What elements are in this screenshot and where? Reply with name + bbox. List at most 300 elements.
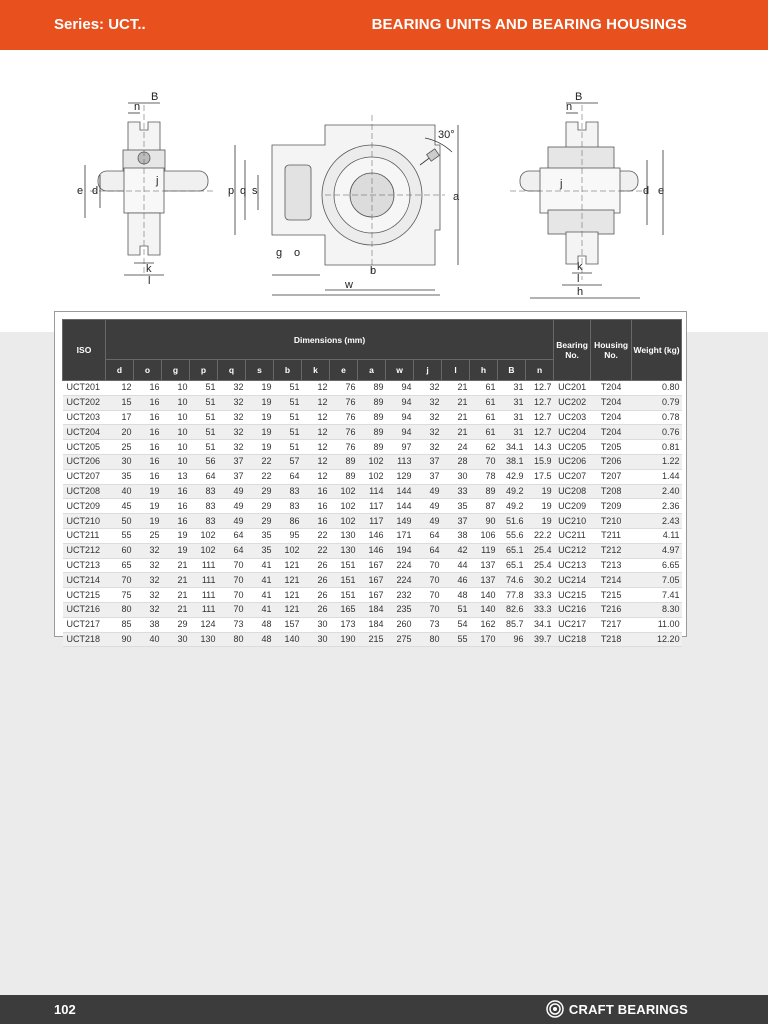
iso-cell: UCT216 bbox=[63, 602, 106, 617]
table-cell: 34.1 bbox=[526, 617, 554, 632]
table-cell: 22 bbox=[246, 469, 274, 484]
table-cell: 167 bbox=[358, 588, 386, 603]
table-cell: 32 bbox=[218, 425, 246, 440]
table-cell: 21 bbox=[162, 558, 190, 573]
table-cell: 16 bbox=[302, 514, 330, 529]
table-cell: 49.2 bbox=[498, 484, 526, 499]
table-cell: 0.78 bbox=[632, 410, 682, 425]
dim-label-j-left: j bbox=[156, 175, 159, 187]
table-cell: 83 bbox=[274, 499, 302, 514]
dim-label-q: q bbox=[240, 185, 247, 197]
part-number-cell: T213 bbox=[591, 558, 632, 573]
part-number-cell: UC210 bbox=[554, 514, 591, 529]
table-cell: 26 bbox=[302, 573, 330, 588]
table-cell: 21 bbox=[442, 381, 470, 396]
table-row bbox=[63, 395, 682, 410]
table-cell: 140 bbox=[274, 632, 302, 647]
table-cell: 95 bbox=[274, 528, 302, 543]
table-row bbox=[63, 617, 682, 632]
table-cell: 89 bbox=[358, 381, 386, 396]
table-cell: 4.97 bbox=[632, 543, 682, 558]
table-cell: 32 bbox=[414, 395, 442, 410]
table-cell: 12 bbox=[302, 395, 330, 410]
table-cell: 121 bbox=[274, 602, 302, 617]
table-cell: 16 bbox=[302, 484, 330, 499]
iso-cell: UCT211 bbox=[63, 528, 106, 543]
part-number-cell: T216 bbox=[591, 602, 632, 617]
dim-label-e-right: e bbox=[658, 185, 665, 197]
part-number-cell: T204 bbox=[591, 395, 632, 410]
table-cell: 32 bbox=[134, 543, 162, 558]
table-row bbox=[63, 514, 682, 529]
table-row bbox=[63, 573, 682, 588]
table-cell: 7.41 bbox=[632, 588, 682, 603]
table-cell: 32 bbox=[218, 381, 246, 396]
dim-label-l-right: l bbox=[577, 273, 580, 285]
table-cell: 12 bbox=[302, 469, 330, 484]
table-cell: 75 bbox=[106, 588, 134, 603]
dim-label-g: g bbox=[276, 247, 283, 259]
iso-cell: UCT206 bbox=[63, 454, 106, 469]
table-cell: 51 bbox=[190, 381, 218, 396]
table-cell: 117 bbox=[358, 514, 386, 529]
table-cell: 144 bbox=[386, 484, 414, 499]
bearing-logo-icon bbox=[546, 1000, 564, 1018]
table-row bbox=[63, 440, 682, 455]
dim-column-header: B bbox=[498, 360, 526, 381]
table-cell: 102 bbox=[358, 469, 386, 484]
table-cell: 61 bbox=[470, 395, 498, 410]
table-body bbox=[63, 381, 682, 647]
table-cell: 11.00 bbox=[632, 617, 682, 632]
dim-label-o: o bbox=[294, 247, 301, 259]
part-number-cell: UC205 bbox=[554, 440, 591, 455]
table-cell: 51 bbox=[274, 440, 302, 455]
part-number-cell: T214 bbox=[591, 573, 632, 588]
dim-column-header: n bbox=[526, 360, 554, 381]
table-cell: 8.30 bbox=[632, 602, 682, 617]
table-cell: 19 bbox=[162, 528, 190, 543]
header-weight: Weight (kg) bbox=[632, 320, 682, 381]
dim-label-k-right: k bbox=[577, 261, 583, 273]
table-cell: 13 bbox=[162, 469, 190, 484]
brand-logo bbox=[546, 1000, 688, 1018]
table-cell: 56 bbox=[190, 454, 218, 469]
table-cell: 130 bbox=[330, 543, 358, 558]
table-cell: 162 bbox=[470, 617, 498, 632]
part-number-cell: T207 bbox=[591, 469, 632, 484]
table-cell: 157 bbox=[274, 617, 302, 632]
table-cell: 83 bbox=[190, 499, 218, 514]
table-cell: 170 bbox=[470, 632, 498, 647]
dim-label-k-left: k bbox=[146, 263, 152, 275]
dim-column-header: a bbox=[358, 360, 386, 381]
dim-label-d-right: d bbox=[643, 185, 650, 197]
table-cell: 140 bbox=[470, 588, 498, 603]
part-number-cell: T208 bbox=[591, 484, 632, 499]
dim-label-n-right: n bbox=[566, 101, 573, 113]
table-cell: 19 bbox=[246, 395, 274, 410]
table-cell: 76 bbox=[330, 440, 358, 455]
table-cell: 51 bbox=[442, 602, 470, 617]
table-cell: 89 bbox=[330, 454, 358, 469]
dim-label-s: s bbox=[252, 185, 258, 197]
table-cell: 38 bbox=[134, 617, 162, 632]
table-cell: 49.2 bbox=[498, 499, 526, 514]
table-cell: 41 bbox=[246, 602, 274, 617]
table-cell: 25 bbox=[106, 440, 134, 455]
table-cell: 171 bbox=[386, 528, 414, 543]
table-cell: 82.6 bbox=[498, 602, 526, 617]
table-cell: 102 bbox=[190, 543, 218, 558]
table-cell: 144 bbox=[386, 499, 414, 514]
table-cell: 12.7 bbox=[526, 395, 554, 410]
table-cell: 0.80 bbox=[632, 381, 682, 396]
table-row bbox=[63, 602, 682, 617]
table-cell: 146 bbox=[358, 528, 386, 543]
table-cell: 29 bbox=[246, 514, 274, 529]
table-cell: 51 bbox=[274, 410, 302, 425]
table-cell: 12.7 bbox=[526, 381, 554, 396]
table-cell: 73 bbox=[218, 617, 246, 632]
iso-cell: UCT208 bbox=[63, 484, 106, 499]
dim-label-l-left: l bbox=[148, 275, 151, 287]
table-cell: 35 bbox=[442, 499, 470, 514]
table-cell: 80 bbox=[218, 632, 246, 647]
table-cell: 33 bbox=[442, 484, 470, 499]
table-cell: 224 bbox=[386, 558, 414, 573]
part-number-cell: UC204 bbox=[554, 425, 591, 440]
table-cell: 129 bbox=[386, 469, 414, 484]
part-number-cell: T206 bbox=[591, 454, 632, 469]
table-cell: 16 bbox=[302, 499, 330, 514]
table-cell: 19 bbox=[246, 425, 274, 440]
table-cell: 51 bbox=[190, 425, 218, 440]
table-cell: 19 bbox=[246, 410, 274, 425]
table-cell: 37 bbox=[414, 454, 442, 469]
table-cell: 70 bbox=[414, 602, 442, 617]
table-cell: 35 bbox=[246, 528, 274, 543]
right-side-view bbox=[510, 91, 664, 298]
table-cell: 86 bbox=[274, 514, 302, 529]
table-cell: 12 bbox=[302, 425, 330, 440]
table-cell: 16 bbox=[134, 425, 162, 440]
table-cell: 6.65 bbox=[632, 558, 682, 573]
part-number-cell: T215 bbox=[591, 588, 632, 603]
part-number-cell: UC206 bbox=[554, 454, 591, 469]
table-cell: 33.3 bbox=[526, 602, 554, 617]
dim-label-B-left: B bbox=[151, 91, 159, 103]
table-cell: 94 bbox=[386, 381, 414, 396]
table-cell: 15.9 bbox=[526, 454, 554, 469]
table-cell: 10 bbox=[162, 440, 190, 455]
table-cell: 184 bbox=[358, 617, 386, 632]
table-cell: 49 bbox=[414, 484, 442, 499]
table-cell: 42.9 bbox=[498, 469, 526, 484]
dim-column-header: d bbox=[106, 360, 134, 381]
table-cell: 25.4 bbox=[526, 543, 554, 558]
iso-cell: UCT203 bbox=[63, 410, 106, 425]
part-number-cell: T218 bbox=[591, 632, 632, 647]
table-cell: 260 bbox=[386, 617, 414, 632]
table-cell: 70 bbox=[414, 573, 442, 588]
table-cell: 19 bbox=[246, 440, 274, 455]
table-cell: 48 bbox=[442, 588, 470, 603]
iso-cell: UCT213 bbox=[63, 558, 106, 573]
part-number-cell: UC203 bbox=[554, 410, 591, 425]
table-cell: 190 bbox=[330, 632, 358, 647]
iso-cell: UCT201 bbox=[63, 381, 106, 396]
iso-cell: UCT204 bbox=[63, 425, 106, 440]
dim-label-p: p bbox=[228, 185, 235, 197]
table-cell: 85 bbox=[106, 617, 134, 632]
page-title: BEARING UNITS AND BEARING HOUSINGS bbox=[371, 16, 687, 33]
table-cell: 31 bbox=[498, 425, 526, 440]
table-cell: 55 bbox=[106, 528, 134, 543]
table-cell: 61 bbox=[470, 410, 498, 425]
dim-column-header: q bbox=[218, 360, 246, 381]
table-cell: 51 bbox=[190, 440, 218, 455]
table-cell: 102 bbox=[330, 499, 358, 514]
table-cell: 60 bbox=[106, 543, 134, 558]
table-cell: 111 bbox=[190, 558, 218, 573]
table-cell: 90 bbox=[106, 632, 134, 647]
table-cell: 232 bbox=[386, 588, 414, 603]
table-cell: 16 bbox=[162, 484, 190, 499]
table-cell: 165 bbox=[330, 602, 358, 617]
table-cell: 12 bbox=[106, 381, 134, 396]
table-cell: 151 bbox=[330, 558, 358, 573]
table-cell: 35 bbox=[106, 469, 134, 484]
table-cell: 64 bbox=[414, 528, 442, 543]
table-cell: 26 bbox=[302, 558, 330, 573]
table-cell: 111 bbox=[190, 573, 218, 588]
table-cell: 137 bbox=[470, 558, 498, 573]
table-cell: 1.22 bbox=[632, 454, 682, 469]
table-cell: 19 bbox=[134, 514, 162, 529]
table-cell: 25 bbox=[134, 528, 162, 543]
table-cell: 0.76 bbox=[632, 425, 682, 440]
dim-label-n-left: n bbox=[134, 101, 141, 113]
table-cell: 16 bbox=[134, 410, 162, 425]
table-cell: 49 bbox=[414, 514, 442, 529]
table-cell: 51 bbox=[274, 381, 302, 396]
table-header bbox=[63, 320, 682, 381]
table-cell: 184 bbox=[358, 602, 386, 617]
center-front-view bbox=[228, 115, 460, 295]
table-cell: 64 bbox=[218, 543, 246, 558]
table-cell: 62 bbox=[470, 440, 498, 455]
table-cell: 10 bbox=[162, 454, 190, 469]
part-number-cell: T210 bbox=[591, 514, 632, 529]
table-row bbox=[63, 425, 682, 440]
table-cell: 12.7 bbox=[526, 410, 554, 425]
dim-label-B-right: B bbox=[575, 91, 583, 103]
series-label: Series: UCT.. bbox=[54, 16, 146, 33]
table-cell: 19 bbox=[134, 499, 162, 514]
table-cell: 54 bbox=[442, 617, 470, 632]
table-cell: 30.2 bbox=[526, 573, 554, 588]
table-cell: 94 bbox=[386, 425, 414, 440]
part-number-cell: UC214 bbox=[554, 573, 591, 588]
table-cell: 32 bbox=[218, 410, 246, 425]
iso-cell: UCT205 bbox=[63, 440, 106, 455]
table-row bbox=[63, 558, 682, 573]
table-cell: 21 bbox=[442, 410, 470, 425]
table-row bbox=[63, 469, 682, 484]
table-cell: 102 bbox=[190, 528, 218, 543]
table-cell: 32 bbox=[134, 573, 162, 588]
dim-label-a: a bbox=[453, 191, 460, 203]
table-cell: 49 bbox=[218, 484, 246, 499]
table-cell: 173 bbox=[330, 617, 358, 632]
table-cell: 7.05 bbox=[632, 573, 682, 588]
table-cell: 28 bbox=[442, 454, 470, 469]
table-cell: 151 bbox=[330, 588, 358, 603]
table-cell: 194 bbox=[386, 543, 414, 558]
table-cell: 21 bbox=[442, 425, 470, 440]
part-number-cell: T204 bbox=[591, 381, 632, 396]
table-cell: 64 bbox=[414, 543, 442, 558]
table-row bbox=[63, 484, 682, 499]
table-cell: 32 bbox=[134, 558, 162, 573]
dim-column-header: k bbox=[302, 360, 330, 381]
table-cell: 51.6 bbox=[498, 514, 526, 529]
iso-cell: UCT210 bbox=[63, 514, 106, 529]
table-cell: 2.40 bbox=[632, 484, 682, 499]
table-cell: 42 bbox=[442, 543, 470, 558]
table-cell: 12 bbox=[302, 381, 330, 396]
table-cell: 25.4 bbox=[526, 558, 554, 573]
table-cell: 32 bbox=[414, 440, 442, 455]
table-cell: 140 bbox=[470, 602, 498, 617]
table-cell: 65.1 bbox=[498, 543, 526, 558]
header-iso: ISO bbox=[63, 320, 106, 381]
table-cell: 16 bbox=[134, 454, 162, 469]
table-cell: 121 bbox=[274, 573, 302, 588]
table-cell: 113 bbox=[386, 454, 414, 469]
table-cell: 26 bbox=[302, 588, 330, 603]
table-cell: 124 bbox=[190, 617, 218, 632]
table-cell: 49 bbox=[414, 499, 442, 514]
table-cell: 49 bbox=[218, 514, 246, 529]
table-row bbox=[63, 410, 682, 425]
table-cell: 64 bbox=[274, 469, 302, 484]
table-row bbox=[63, 528, 682, 543]
dim-column-header: j bbox=[414, 360, 442, 381]
table-cell: 94 bbox=[386, 395, 414, 410]
table-cell: 111 bbox=[190, 588, 218, 603]
table-cell: 85.7 bbox=[498, 617, 526, 632]
table-cell: 19 bbox=[162, 543, 190, 558]
table-cell: 16 bbox=[134, 440, 162, 455]
footer-bar bbox=[0, 995, 768, 1024]
table-cell: 17 bbox=[106, 410, 134, 425]
table-cell: 78 bbox=[470, 469, 498, 484]
table-cell: 83 bbox=[190, 514, 218, 529]
table-cell: 45 bbox=[106, 499, 134, 514]
table-cell: 64 bbox=[190, 469, 218, 484]
left-side-view bbox=[77, 91, 215, 287]
table-cell: 38 bbox=[442, 528, 470, 543]
technical-drawing-area bbox=[0, 50, 768, 332]
table-cell: 76 bbox=[330, 425, 358, 440]
table-cell: 224 bbox=[386, 573, 414, 588]
iso-cell: UCT215 bbox=[63, 588, 106, 603]
part-number-cell: UC211 bbox=[554, 528, 591, 543]
iso-cell: UCT207 bbox=[63, 469, 106, 484]
table-cell: 70 bbox=[218, 558, 246, 573]
table-cell: 16 bbox=[134, 381, 162, 396]
iso-cell: UCT217 bbox=[63, 617, 106, 632]
table-cell: 70 bbox=[218, 588, 246, 603]
table-cell: 4.11 bbox=[632, 528, 682, 543]
table-cell: 19 bbox=[526, 514, 554, 529]
table-row bbox=[63, 381, 682, 396]
part-number-cell: T204 bbox=[591, 425, 632, 440]
table-cell: 22 bbox=[302, 543, 330, 558]
table-cell: 12.20 bbox=[632, 632, 682, 647]
table-cell: 37 bbox=[442, 514, 470, 529]
table-cell: 12 bbox=[302, 454, 330, 469]
part-number-cell: T211 bbox=[591, 528, 632, 543]
table-cell: 14.3 bbox=[526, 440, 554, 455]
part-number-cell: T212 bbox=[591, 543, 632, 558]
table-cell: 106 bbox=[470, 528, 498, 543]
dimensions-table-panel bbox=[54, 311, 687, 644]
table-cell: 22.2 bbox=[526, 528, 554, 543]
table-cell: 146 bbox=[358, 543, 386, 558]
table-cell: 90 bbox=[470, 514, 498, 529]
table-cell: 130 bbox=[330, 528, 358, 543]
table-cell: 55 bbox=[442, 632, 470, 647]
dim-column-header: b bbox=[274, 360, 302, 381]
table-cell: 19 bbox=[526, 484, 554, 499]
table-cell: 30 bbox=[162, 632, 190, 647]
table-cell: 167 bbox=[358, 573, 386, 588]
dim-label-angle: 30° bbox=[438, 129, 455, 141]
part-number-cell: T209 bbox=[591, 499, 632, 514]
table-cell: 65 bbox=[106, 558, 134, 573]
table-cell: 102 bbox=[330, 514, 358, 529]
table-cell: 31 bbox=[498, 395, 526, 410]
table-cell: 70 bbox=[218, 602, 246, 617]
table-cell: 87 bbox=[470, 499, 498, 514]
table-cell: 70 bbox=[106, 573, 134, 588]
table-cell: 30 bbox=[442, 469, 470, 484]
table-cell: 83 bbox=[274, 484, 302, 499]
iso-cell: UCT218 bbox=[63, 632, 106, 647]
table-cell: 0.81 bbox=[632, 440, 682, 455]
table-cell: 21 bbox=[162, 602, 190, 617]
table-cell: 44 bbox=[442, 558, 470, 573]
table-cell: 149 bbox=[386, 514, 414, 529]
table-cell: 30 bbox=[302, 632, 330, 647]
dim-column-header: e bbox=[330, 360, 358, 381]
dim-column-header: o bbox=[134, 360, 162, 381]
part-number-cell: UC213 bbox=[554, 558, 591, 573]
table-cell: 32 bbox=[218, 440, 246, 455]
table-cell: 94 bbox=[386, 410, 414, 425]
table-cell: 29 bbox=[246, 499, 274, 514]
table-cell: 151 bbox=[330, 573, 358, 588]
table-cell: 21 bbox=[162, 573, 190, 588]
table-cell: 70 bbox=[414, 588, 442, 603]
table-row bbox=[63, 632, 682, 647]
table-cell: 50 bbox=[106, 514, 134, 529]
table-cell: 89 bbox=[470, 484, 498, 499]
table-cell: 48 bbox=[246, 632, 274, 647]
